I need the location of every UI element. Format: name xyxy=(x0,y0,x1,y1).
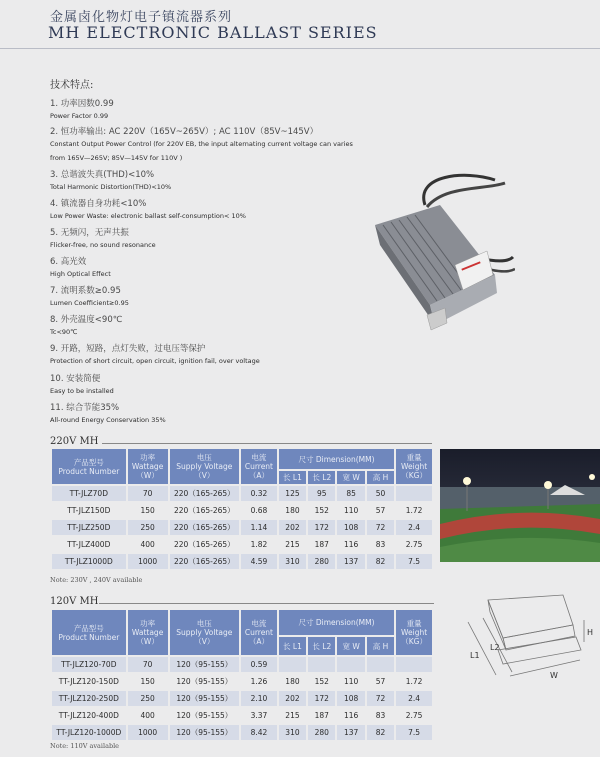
feature-6-cn: 6. 高光效 xyxy=(50,257,87,267)
table-cell: 1.72 xyxy=(396,503,432,518)
header-l1: 长 L1 xyxy=(279,471,306,484)
table-cell: 0.32 xyxy=(241,486,277,501)
table-cell: 187 xyxy=(308,537,335,552)
note-220v: Note: 230V , 240V available xyxy=(50,576,143,584)
table-120v-body xyxy=(52,657,432,740)
table-cell: 1.26 xyxy=(241,674,277,689)
table-cell: 280 xyxy=(308,725,335,740)
table-cell: 120（95-155） xyxy=(170,657,239,672)
table-cell: 180 xyxy=(279,674,306,689)
table-220v xyxy=(50,447,434,571)
table-cell: 202 xyxy=(279,520,306,535)
table-cell: 1000 xyxy=(128,554,168,569)
table-cell: 1.14 xyxy=(241,520,277,535)
table-cell: 2.4 xyxy=(396,520,432,535)
header-weight: 重量 Weight （KG） xyxy=(396,449,432,484)
table-cell: 215 xyxy=(279,708,306,723)
table-cell: 116 xyxy=(337,708,364,723)
feature-3-en: Total Harmonic Distortion(THD)<10% xyxy=(50,183,172,191)
table-cell: TT-JLZ70D xyxy=(52,486,126,501)
table-row xyxy=(52,708,432,723)
table-cell: 220（165-265） xyxy=(170,554,239,569)
feature-2-cn: 2. 恒功率输出: AC 220V（165V~265V）; AC 110V（85V~145V） xyxy=(50,127,319,137)
table-cell: 172 xyxy=(308,691,335,706)
header-w: 宽 W xyxy=(337,637,364,655)
table-cell: 220（165-265） xyxy=(170,537,239,552)
title-chinese: 金属卤化物灯电子镇流器系列 xyxy=(50,10,233,25)
header-current: 电流 Current （A） xyxy=(241,449,277,484)
table-cell: 110 xyxy=(337,503,364,518)
table-cell: 108 xyxy=(337,520,364,535)
table-cell: 152 xyxy=(308,674,335,689)
features-heading: 技术特点: xyxy=(50,80,94,91)
table-cell: 2.10 xyxy=(241,691,277,706)
header-h: 高 H xyxy=(367,471,394,484)
table-cell: 7.5 xyxy=(396,554,432,569)
header-model: 产品型号 Product Number xyxy=(52,610,126,655)
table-cell: 50 xyxy=(367,486,394,501)
table-cell: 220（165-265） xyxy=(170,486,239,501)
header-voltage: 电压 Supply Voltage （V） xyxy=(170,610,239,655)
table-cell: 7.5 xyxy=(396,725,432,740)
table-cell: 220（165-265） xyxy=(170,503,239,518)
table-cell: 0.68 xyxy=(241,503,277,518)
table-cell: 120（95-155） xyxy=(170,674,239,689)
stadium-photo xyxy=(440,449,600,562)
section-120v-label: 120V MH xyxy=(50,596,99,607)
table-cell: 0.59 xyxy=(241,657,277,672)
table-cell: TT-JLZ120-150D xyxy=(52,674,126,689)
table-cell: TT-JLZ120-70D xyxy=(52,657,126,672)
header-weight: 重量 Weight （KG） xyxy=(396,610,432,655)
table-cell xyxy=(396,657,432,672)
feature-8-en: Tc<90℃ xyxy=(50,328,78,336)
table-cell: 1.72 xyxy=(396,674,432,689)
feature-7-en: Lumen Coefficient≥0.95 xyxy=(50,299,129,307)
table-cell: 2.75 xyxy=(396,537,432,552)
table-cell xyxy=(279,657,306,672)
table-cell: 137 xyxy=(337,554,364,569)
table-cell: TT-JLZ120-1000D xyxy=(52,725,126,740)
table-cell: 4.59 xyxy=(241,554,277,569)
section-220v-rule xyxy=(102,443,432,444)
table-cell: 8.42 xyxy=(241,725,277,740)
table-cell: TT-JLZ150D xyxy=(52,503,126,518)
table-cell: 72 xyxy=(367,691,394,706)
table-cell: 82 xyxy=(367,725,394,740)
label-w: W xyxy=(550,671,558,680)
label-l1: L1 xyxy=(470,651,480,660)
table-cell xyxy=(396,486,432,501)
table-cell: 187 xyxy=(308,708,335,723)
header-wattage: 功率 Wattage （W） xyxy=(128,610,168,655)
table-cell: 1.82 xyxy=(241,537,277,552)
label-h: H xyxy=(587,628,594,637)
table-cell: 150 xyxy=(128,503,168,518)
table-cell: 202 xyxy=(279,691,306,706)
feature-4-cn: 4. 镇流器自身功耗<10% xyxy=(50,199,147,209)
feature-11-en: All-round Energy Conservation 35% xyxy=(50,416,166,424)
title-english: MH ELECTRONIC BALLAST SERIES xyxy=(48,23,378,42)
table-cell: 215 xyxy=(279,537,306,552)
table-row xyxy=(52,537,432,552)
feature-2-en: Constant Output Power Control (for 220V EB, the input alternating current voltage can varies xyxy=(50,140,353,148)
table-cell: 137 xyxy=(337,725,364,740)
table-cell: 220（165-265） xyxy=(170,520,239,535)
feature-1-cn: 1. 功率因数0.99 xyxy=(50,99,114,109)
table-cell: 3.37 xyxy=(241,708,277,723)
table-cell: 400 xyxy=(128,708,168,723)
table-cell: 120（95-155） xyxy=(170,708,239,723)
table-220v-body xyxy=(52,486,432,569)
table-cell: 95 xyxy=(308,486,335,501)
feature-2-en-cont: from 165V—265V; 85V—145V for 110V ) xyxy=(50,154,183,162)
table-cell: 57 xyxy=(367,674,394,689)
table-cell: 310 xyxy=(279,725,306,740)
header-l1: 长 L1 xyxy=(279,637,306,655)
table-cell: 72 xyxy=(367,520,394,535)
header-dimension: 尺寸 Dimension(MM) xyxy=(279,610,394,635)
header-current: 电流 Current （A） xyxy=(241,610,277,655)
header-wattage: 功率 Wattage （W） xyxy=(128,449,168,484)
header-w: 宽 W xyxy=(337,471,364,484)
feature-5-en: Flicker-free, no sound resonance xyxy=(50,241,156,249)
table-cell: 250 xyxy=(128,691,168,706)
table-cell: 70 xyxy=(128,657,168,672)
feature-1-en: Power Factor 0.99 xyxy=(50,112,109,120)
feature-6-en: High Optical Effect xyxy=(50,270,111,278)
table-cell: 2.75 xyxy=(396,708,432,723)
section-120v-rule xyxy=(99,603,434,604)
table-cell: 85 xyxy=(337,486,364,501)
feature-10-en: Easy to be installed xyxy=(50,387,114,395)
header-l2: 长 L2 xyxy=(308,637,335,655)
table-row xyxy=(52,674,432,689)
table-cell: TT-JLZ250D xyxy=(52,520,126,535)
table-cell: 83 xyxy=(367,708,394,723)
table-cell: 310 xyxy=(279,554,306,569)
header-h: 高 H xyxy=(367,637,394,655)
table-row xyxy=(52,503,432,518)
feature-11-cn: 11. 综合节能35% xyxy=(50,403,120,413)
title-divider xyxy=(0,48,600,49)
table-cell: 70 xyxy=(128,486,168,501)
table-cell: TT-JLZ120-400D xyxy=(52,708,126,723)
feature-4-en: Low Power Waste: electronic ballast self-consumption< 10% xyxy=(50,212,246,220)
note-120v: Note: 110V available xyxy=(50,742,120,750)
table-120v xyxy=(50,608,434,742)
table-cell xyxy=(308,657,335,672)
table-cell: 125 xyxy=(279,486,306,501)
table-cell: 108 xyxy=(337,691,364,706)
table-cell: 172 xyxy=(308,520,335,535)
table-cell: 250 xyxy=(128,520,168,535)
feature-10-cn: 10. 安装简便 xyxy=(50,374,101,384)
table-row xyxy=(52,657,432,672)
feature-8-cn: 8. 外壳温度<90℃ xyxy=(50,315,123,325)
table-cell: 400 xyxy=(128,537,168,552)
table-cell: TT-JLZ400D xyxy=(52,537,126,552)
table-row xyxy=(52,725,432,740)
table-cell: 83 xyxy=(367,537,394,552)
dimension-diagram xyxy=(448,580,600,700)
table-row xyxy=(52,554,432,569)
table-cell: TT-JLZ1000D xyxy=(52,554,126,569)
table-row xyxy=(52,520,432,535)
table-row xyxy=(52,691,432,706)
header-voltage: 电压 Supply Voltage （V） xyxy=(170,449,239,484)
feature-5-cn: 5. 无频闪，无声共振 xyxy=(50,228,129,238)
table-cell: 120（95-155） xyxy=(170,691,239,706)
table-cell: 116 xyxy=(337,537,364,552)
section-220v-label: 220V MH xyxy=(50,436,99,447)
table-cell: 150 xyxy=(128,674,168,689)
ballast-product-image xyxy=(355,165,515,340)
table-cell: 152 xyxy=(308,503,335,518)
table-cell: 82 xyxy=(367,554,394,569)
table-cell: 120（95-155） xyxy=(170,725,239,740)
table-cell: 280 xyxy=(308,554,335,569)
table-cell: 110 xyxy=(337,674,364,689)
feature-9-en: Protection of short circuit, open circuit, ignition fail, over voltage xyxy=(50,357,260,365)
feature-7-cn: 7. 流明系数≥0.95 xyxy=(50,286,121,296)
header-dimension: 尺寸 Dimension(MM) xyxy=(279,449,394,469)
label-l2: L2 xyxy=(490,643,500,652)
table-cell: 57 xyxy=(367,503,394,518)
header-l2: 长 L2 xyxy=(308,471,335,484)
table-cell: TT-JLZ120-250D xyxy=(52,691,126,706)
table-row xyxy=(52,486,432,501)
table-cell: 180 xyxy=(279,503,306,518)
table-cell: 2.4 xyxy=(396,691,432,706)
header-model: 产品型号 Product Number xyxy=(52,449,126,484)
feature-3-cn: 3. 总谐波失真(THD)<10% xyxy=(50,170,155,180)
feature-9-cn: 9. 开路，短路，点灯失败，过电压等保护 xyxy=(50,344,206,354)
table-cell xyxy=(337,657,364,672)
table-cell: 1000 xyxy=(128,725,168,740)
table-cell xyxy=(367,657,394,672)
